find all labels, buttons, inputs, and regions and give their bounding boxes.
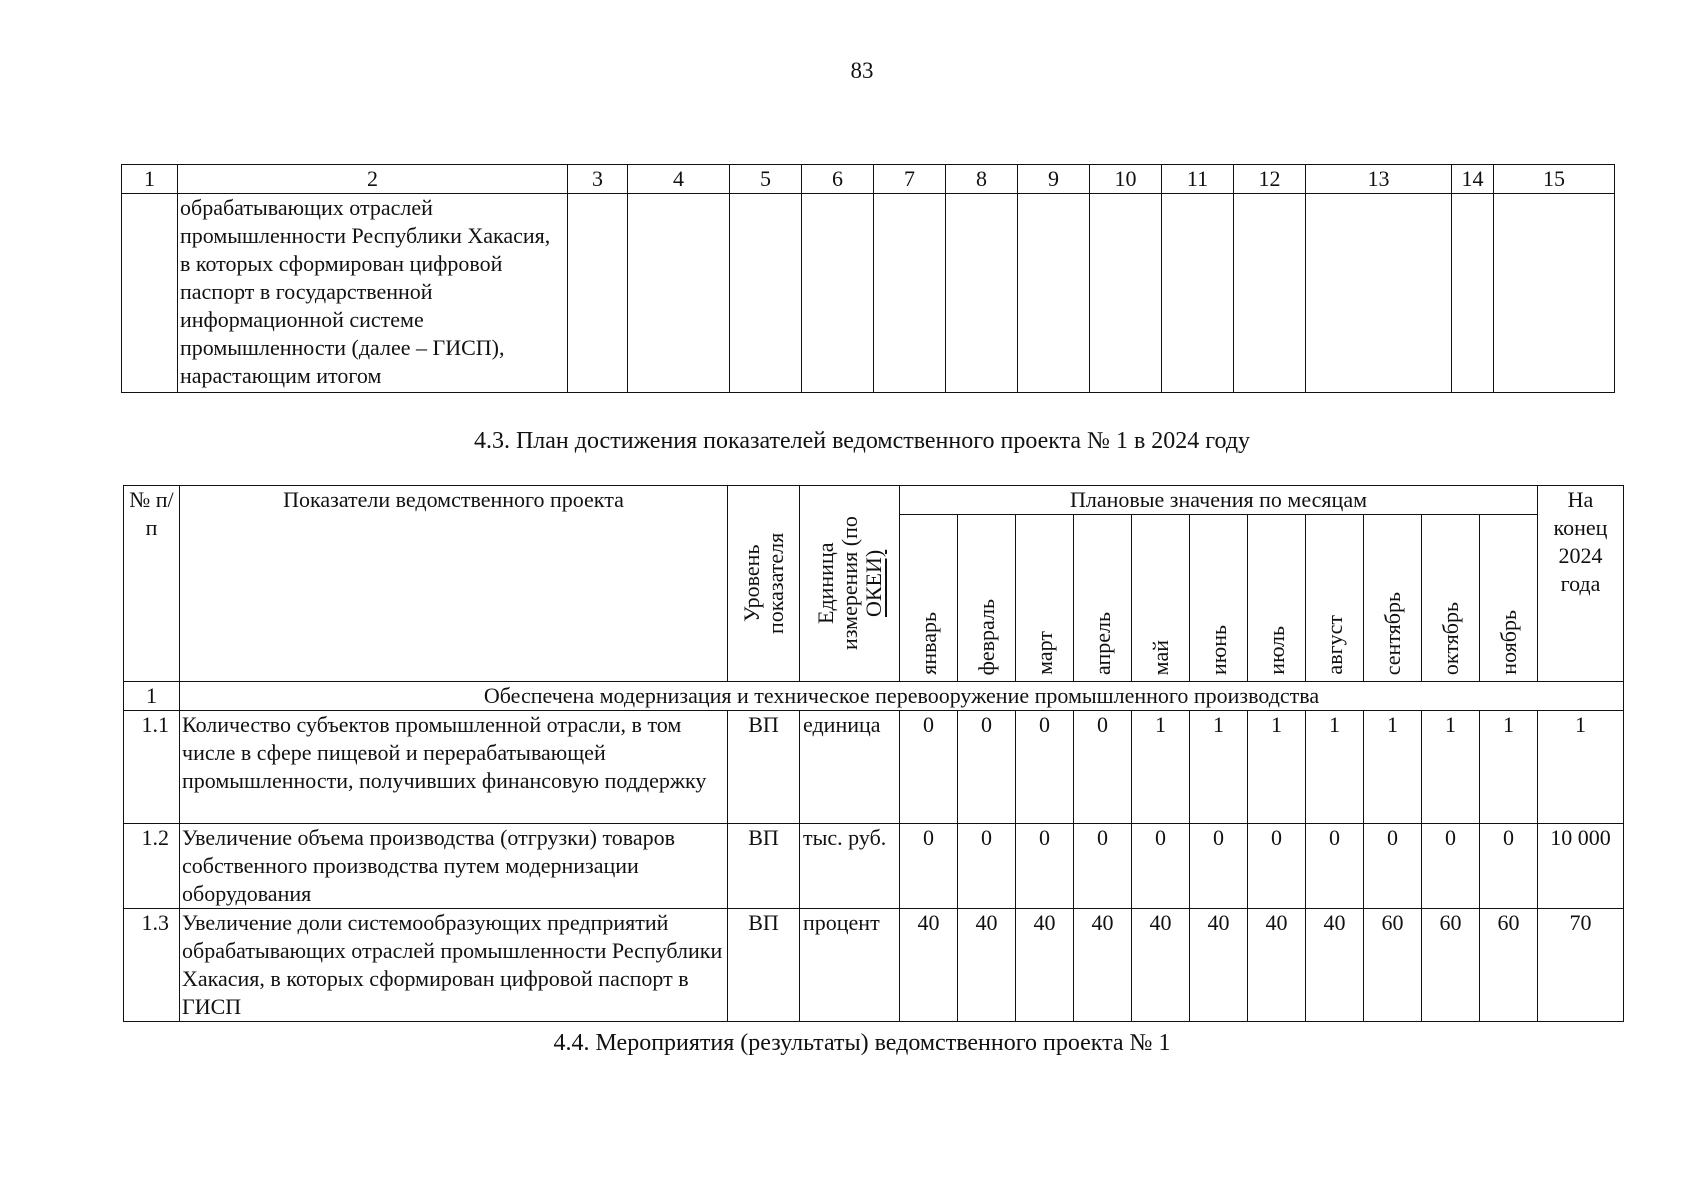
month-value: 0 [958, 824, 1016, 909]
section-number: 1 [124, 682, 180, 711]
month-header: октябрь [1422, 515, 1480, 682]
indicator-name: Количество субъектов промышленной отрасли, в том числе в сфере пищевой и перерабатывающей промышленности, получивших финансовую поддержку [180, 711, 728, 824]
col-number: 9 [1018, 165, 1090, 194]
end-of-year-header: На конец 2024 года [1538, 486, 1624, 682]
col-number: 3 [568, 165, 628, 194]
month-value: 0 [1480, 824, 1538, 909]
num-header: № п/п [124, 486, 180, 682]
table-row [124, 909, 1624, 1022]
indicator-unit: процент [800, 909, 900, 1022]
empty-cell [1018, 194, 1090, 393]
month-value: 0 [900, 824, 958, 909]
indicator-name: Увеличение доли системообразующих предприятий обрабатывающих отраслей промышленности Республики Хакасия, в которых сформирован цифровой паспорт в ГИСП [180, 909, 728, 1022]
month-value: 40 [1248, 909, 1306, 1022]
month-header: ноябрь [1480, 515, 1538, 682]
continued-indicator-text: обрабатывающих отраслей промышленности Республики Хакасия, в которых сформирован цифровой паспорт в государственной информационной системе промышленности (далее – ГИСП), нарастающим итогом [178, 194, 568, 393]
month-value: 0 [1074, 824, 1132, 909]
month-value: 40 [958, 909, 1016, 1022]
month-value: 0 [958, 711, 1016, 824]
col-number: 6 [802, 165, 874, 194]
month-header: июль [1248, 515, 1306, 682]
monthly-plan-header: Плановые значения по месяцам [900, 486, 1538, 515]
section-heading-4-4: 4.4. Мероприятия (результаты) ведомственного проекта № 1 [553, 1030, 1171, 1056]
month-value: 1 [1190, 711, 1248, 824]
indicator-level: ВП [728, 711, 800, 824]
empty-cell [802, 194, 874, 393]
month-value: 0 [1306, 824, 1364, 909]
indicator-plan-table [123, 485, 1624, 1022]
col-number: 7 [874, 165, 946, 194]
month-value: 40 [1132, 909, 1190, 1022]
month-value: 40 [1306, 909, 1364, 1022]
month-header: сентябрь [1364, 515, 1422, 682]
month-header: март [1016, 515, 1074, 682]
empty-cell [1162, 194, 1234, 393]
month-value: 0 [1074, 711, 1132, 824]
indicator-unit: единица [800, 711, 900, 824]
row-number: 1.1 [124, 711, 180, 824]
month-value: 1 [1306, 711, 1364, 824]
empty-cell [122, 194, 178, 393]
month-value: 40 [900, 909, 958, 1022]
end-of-year-value: 10 000 [1538, 824, 1624, 909]
month-value: 0 [1422, 824, 1480, 909]
month-value: 0 [1016, 711, 1074, 824]
month-header: июнь [1190, 515, 1248, 682]
month-value: 1 [1364, 711, 1422, 824]
empty-cell [1452, 194, 1494, 393]
indicator-header: Показатели ведомственного проекта [180, 486, 728, 682]
empty-cell [730, 194, 802, 393]
end-of-year-value: 1 [1538, 711, 1624, 824]
empty-cell [1494, 194, 1615, 393]
section-row [124, 682, 1624, 711]
month-value: 0 [1248, 824, 1306, 909]
month-value: 0 [900, 711, 958, 824]
unit-header: Единица измерения (по ОКЕИ) [800, 486, 900, 682]
col-number: 2 [178, 165, 568, 194]
indicator-level: ВП [728, 824, 800, 909]
indicator-name: Увеличение объема производства (отгрузки) товаров собственного производства путем модернизации оборудования [180, 824, 728, 909]
empty-cell [1234, 194, 1306, 393]
month-value: 1 [1480, 711, 1538, 824]
month-value: 0 [1132, 824, 1190, 909]
month-value: 1 [1132, 711, 1190, 824]
month-value: 60 [1480, 909, 1538, 1022]
col-number: 8 [946, 165, 1018, 194]
table-row [124, 711, 1624, 824]
col-number: 4 [628, 165, 730, 194]
month-value: 40 [1074, 909, 1132, 1022]
header-row [124, 486, 1624, 515]
col-number: 10 [1090, 165, 1162, 194]
empty-cell [628, 194, 730, 393]
month-header: август [1306, 515, 1364, 682]
col-number: 1 [122, 165, 178, 194]
month-header: май [1132, 515, 1190, 682]
empty-cell [946, 194, 1018, 393]
month-value: 40 [1016, 909, 1074, 1022]
table-row [122, 194, 1615, 393]
empty-cell [1306, 194, 1452, 393]
row-number: 1.2 [124, 824, 180, 909]
col-number: 5 [730, 165, 802, 194]
month-header: апрель [1074, 515, 1132, 682]
page-number: 83 [850, 58, 874, 83]
level-header: Уровень показателя [728, 486, 800, 682]
col-number: 15 [1494, 165, 1615, 194]
month-value: 0 [1364, 824, 1422, 909]
month-value: 60 [1422, 909, 1480, 1022]
empty-cell [874, 194, 946, 393]
indicator-unit: тыс. руб. [800, 824, 900, 909]
table-row [124, 824, 1624, 909]
month-header: январь [900, 515, 958, 682]
indicator-level: ВП [728, 909, 800, 1022]
continued-table [121, 164, 1615, 393]
section-title: Обеспечена модернизация и техническое перевооружение промышленного производства [180, 682, 1624, 711]
col-number: 12 [1234, 165, 1306, 194]
col-number: 14 [1452, 165, 1494, 194]
row-number: 1.3 [124, 909, 180, 1022]
column-number-row [122, 165, 1615, 194]
month-value: 1 [1422, 711, 1480, 824]
month-value: 0 [1190, 824, 1248, 909]
empty-cell [568, 194, 628, 393]
section-heading-4-3: 4.3. План достижения показателей ведомственного проекта № 1 в 2024 году [473, 428, 1251, 454]
empty-cell [1090, 194, 1162, 393]
month-header: февраль [958, 515, 1016, 682]
col-number: 13 [1306, 165, 1452, 194]
month-value: 40 [1190, 909, 1248, 1022]
end-of-year-value: 70 [1538, 909, 1624, 1022]
col-number: 11 [1162, 165, 1234, 194]
month-value: 60 [1364, 909, 1422, 1022]
month-value: 0 [1016, 824, 1074, 909]
month-value: 1 [1248, 711, 1306, 824]
